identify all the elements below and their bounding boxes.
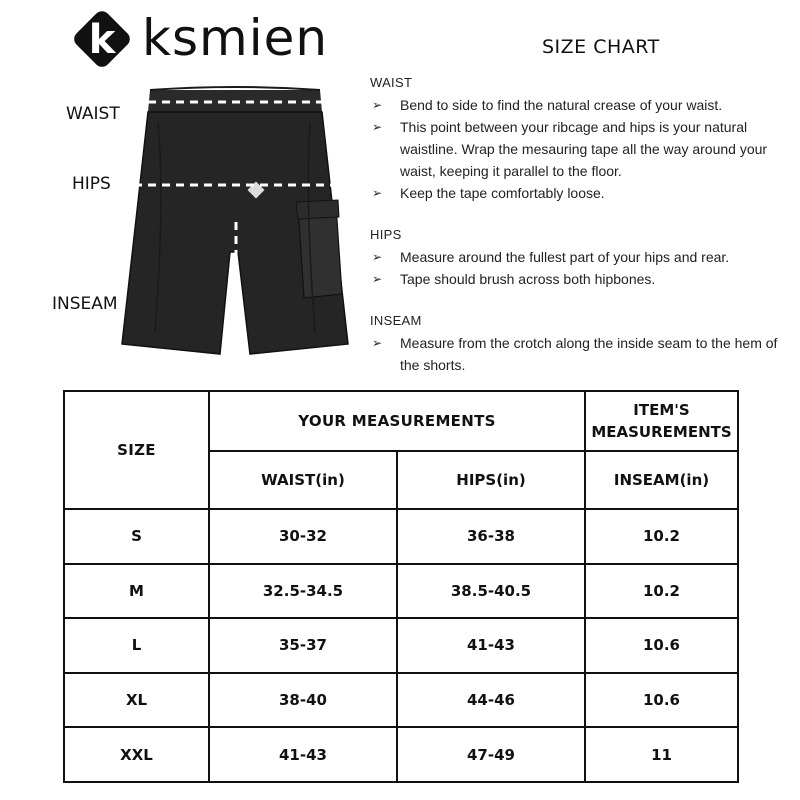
waist-cell: 38-40 <box>209 673 397 728</box>
inseam-heading: INSEAM <box>370 313 422 328</box>
hips-cell: 47-49 <box>397 727 585 782</box>
page-title: SIZE CHART <box>542 36 660 58</box>
list-item: ➢ Bend to side to find the natural crease of your waist. <box>370 94 790 116</box>
hips-column-header: HIPS(in) <box>397 451 585 509</box>
table-row <box>64 727 738 782</box>
table-row <box>64 564 738 619</box>
brand-logo <box>70 8 360 70</box>
arrow-bullet-icon: ➢ <box>372 250 383 264</box>
shorts-illustration-icon <box>110 82 360 372</box>
inseam-cell: 10.2 <box>585 564 738 619</box>
size-table <box>63 390 739 783</box>
hips-cell: 36-38 <box>397 509 585 564</box>
measuring-instructions <box>370 72 790 376</box>
inseam-label: INSEAM <box>52 294 118 314</box>
hips-cell: 44-46 <box>397 673 585 728</box>
arrow-bullet-icon: ➢ <box>372 272 383 286</box>
inseam-cell: 10.6 <box>585 618 738 673</box>
brand-name: ksmien <box>142 9 329 67</box>
inseam-cell: 10.2 <box>585 509 738 564</box>
inseam-column-header: INSEAM(in) <box>585 451 738 509</box>
hips-cell: 38.5-40.5 <box>397 564 585 619</box>
size-cell: S <box>64 509 209 564</box>
inseam-cell: 11 <box>585 727 738 782</box>
arrow-bullet-icon: ➢ <box>372 120 383 134</box>
size-cell: M <box>64 564 209 619</box>
hips-cell: 41-43 <box>397 618 585 673</box>
table-row <box>64 509 738 564</box>
arrow-bullet-icon: ➢ <box>372 98 383 112</box>
waist-label: WAIST <box>66 104 120 124</box>
items-measurements-header: ITEM'S MEASUREMENTS <box>585 391 738 451</box>
inseam-cell: 10.6 <box>585 673 738 728</box>
arrow-bullet-icon: ➢ <box>372 186 383 200</box>
size-cell: XXL <box>64 727 209 782</box>
table-row <box>64 618 738 673</box>
size-header: SIZE <box>64 391 209 509</box>
hips-heading: HIPS <box>370 227 402 242</box>
arrow-bullet-icon: ➢ <box>372 336 383 350</box>
diamond-k-logo-icon <box>70 8 134 70</box>
size-cell: L <box>64 618 209 673</box>
waist-cell: 35-37 <box>209 618 397 673</box>
waist-cell: 32.5-34.5 <box>209 564 397 619</box>
waist-cell: 30-32 <box>209 509 397 564</box>
list-item: ➢ This point between your ribcage and hips is your natural waistline. Wrap the mesauring tape all the way around your waist, keeping it parallel to the floor. <box>370 116 790 182</box>
size-cell: XL <box>64 673 209 728</box>
hips-label: HIPS <box>72 174 111 194</box>
waist-column-header: WAIST(in) <box>209 451 397 509</box>
table-row <box>64 673 738 728</box>
list-item: ➢ Measure around the fullest part of your hips and rear. <box>370 246 790 268</box>
list-item: ➢ Keep the tape comfortably loose. <box>370 182 790 204</box>
your-measurements-header: YOUR MEASUREMENTS <box>209 391 585 451</box>
list-item: ➢ Tape should brush across both hipbones. <box>370 268 790 290</box>
logo-mark-letter: k <box>88 17 116 63</box>
waist-cell: 41-43 <box>209 727 397 782</box>
list-item: ➢ Measure from the crotch along the inside seam to the hem of the shorts. <box>370 332 790 376</box>
waist-heading: WAIST <box>370 75 413 90</box>
